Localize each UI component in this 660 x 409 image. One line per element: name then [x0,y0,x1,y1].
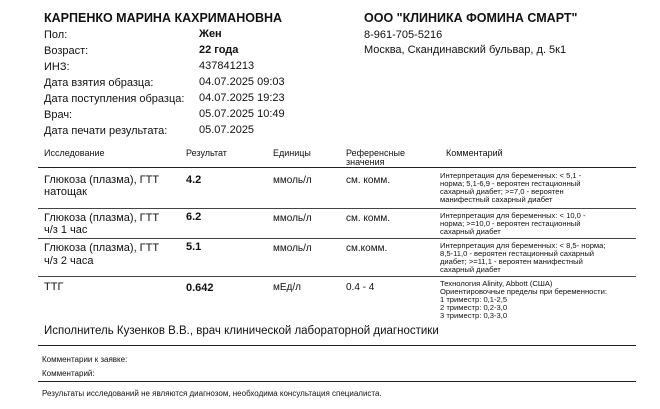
disclaimer: Результаты исследований не являются диагнозом, необходима консультация специалиста. [42,389,382,398]
row-2-units: ммоль/л [273,213,312,224]
row-2-name-line1: Глюкоза (плазма), ГТТ [44,212,160,224]
row-1-ref: см. комм. [346,175,391,186]
header-ref-line2: значения [346,157,385,167]
row-3-comment-1: Интерпретация для беременных: < 8,5- норма; [440,241,606,250]
footer-divider [38,345,636,346]
row-1-units: ммоль/л [273,175,312,186]
field-value-doctor: 05.07.2025 10:49 [199,108,285,120]
row-4-comment-3: 1 триместр: 0,1-2,5 [440,295,508,304]
patient-name: КАРПЕНКО МАРИНА КАХРИМАНОВНА [44,11,283,25]
row-1-comment-4: манифестный сахарный диабет [440,195,553,204]
header-comment: Комментарий [446,148,503,158]
row-3-comment-3: диабет; >=11,1 - вероятен манифестный [440,257,583,266]
row-1-comment-3: сахарный диабет; >=7,0 - вероятен [440,187,564,196]
row-divider [38,208,636,209]
clinic-address: Москва, Скандинавский бульвар, д. 5к1 [364,44,567,56]
clinic-phone: 8-961-705-5216 [364,29,443,41]
field-label-doctor: Врач: [44,109,73,121]
header-ref-line1: Референсные [346,148,405,158]
row-4-comment-5: 3 триместр: 0,3-3,0 [440,311,508,320]
row-1-name-line2: натощак [44,186,87,198]
row-4-result: 0.642 [186,282,214,294]
row-4-name-line1: ТТГ [44,281,64,293]
row-divider [38,238,636,239]
footer-divider [38,381,636,382]
field-value-received-date: 04.07.2025 19:23 [199,92,285,104]
row-4-comment-2: Ориентировочные пределы при беременности: [440,287,607,296]
row-4-ref: 0.4 - 4 [346,282,375,293]
field-label-inz: ИНЗ: [44,61,70,73]
table-header-divider [38,167,636,168]
header-test: Исследование [44,148,105,158]
field-label-sample-date: Дата взятия образца: [44,77,154,89]
row-3-name-line2: ч/з 2 часа [44,255,94,267]
comment-label: Комментарий: [42,369,95,378]
row-1-result: 4.2 [186,174,202,186]
header-units: Единицы [273,148,311,158]
field-value-inz: 437841213 [199,60,255,72]
field-label-received-date: Дата поступления образца: [44,93,185,105]
field-label-sex: Пол: [44,29,68,41]
executor-line: Исполнитель Кузенков В.В., врач клинической лабораторной диагностики [44,325,439,337]
row-4-units: мЕд/л [273,282,301,293]
row-1-name-line1: Глюкоза (плазма), ГТТ [44,174,160,186]
row-1-comment-2: норма; 5,1-6,9 - вероятен гестационный [440,179,581,188]
row-3-ref: см.комм. [346,243,388,254]
field-value-sample-date: 04.07.2025 09:03 [199,76,285,88]
row-4-comment-4: 2 триместр: 0,2-3,0 [440,303,508,312]
row-1-comment-1: Интерпретация для беременных: < 5,1 - [440,171,582,180]
clinic-name: ООО "КЛИНИКА ФОМИНА СМАРТ" [364,11,578,25]
row-4-comment-1: Технология Alinity, Abbott (США) [440,279,553,288]
row-2-result: 6.2 [186,211,202,223]
row-2-comment-2: норма; >=10,0 - вероятен гестационный [440,219,581,228]
row-3-comment-4: сахарный диабет [440,265,501,274]
row-3-name-line1: Глюкоза (плазма), ГТТ [44,242,160,254]
row-2-comment-1: Интерпретация для беременных: < 10,0 - [440,211,586,220]
row-3-comment-2: 8,5-11,0 - вероятен гестационный сахарный [440,249,595,258]
row-2-comment-3: сахарный диабет [440,227,501,236]
row-2-ref: см. комм. [346,213,391,224]
order-comments-label: Комментарии к заявке: [42,355,128,364]
field-value-print-date: 05.07.2025 [199,124,255,136]
field-label-print-date: Дата печати результата: [44,125,168,137]
row-divider [38,276,636,277]
field-value-sex: Жен [199,28,222,40]
row-3-units: ммоль/л [273,243,312,254]
header-result: Результат [186,148,227,158]
field-label-age: Возраст: [44,45,89,57]
row-3-result: 5.1 [186,241,202,253]
row-2-name-line2: ч/з 1 час [44,224,88,236]
field-value-age: 22 года [199,44,239,56]
